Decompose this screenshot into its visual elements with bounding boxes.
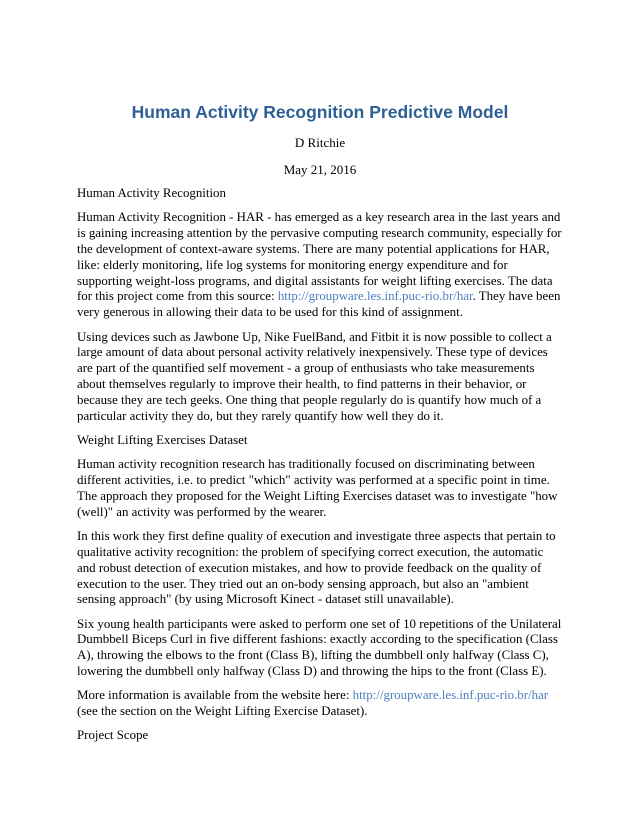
- paragraph-text: Human Activity Recognition - HAR - has emerged as a key research area in the last years and is gaining increasing attention by the pervasive computing research community, especially for the development of context-aware systems. There are many potential applications for HAR, like: elderly monitoring, life log systems for monitoring energy expenditure and for supporting weight-loss programs, and digital assistants for weight lifting exercises. The data for this project come from this source:: [77, 210, 562, 304]
- paragraph-text: . They have been very generous in allowing their data to be used for this kind of assignment.: [77, 289, 561, 320]
- source-link[interactable]: http://groupware.les.inf.puc-rio.br/har: [277, 289, 473, 304]
- section-heading-scope: Project Scope: [77, 728, 149, 743]
- paragraph-wle-participants: Six young health participants were asked to perform one set of 10 repetitions of the Unilateral Dumbbell Biceps Curl in five different fashions: exactly according to the specification (Class A), throwing the elbows to the front (Class B), lifting the dumbbell only halfway (Class C), lowering the dumbbell only halfway (Class D) and throwing the hips to the front (Class E).: [77, 616, 562, 679]
- paragraph-wle-more-info: [77, 688, 563, 720]
- document-author: D Ritchie: [294, 135, 346, 150]
- document-title: Human Activity Recognition Predictive Model: [131, 102, 509, 122]
- document-body: [77, 186, 563, 753]
- website-link[interactable]: http://groupware.les.inf.puc-rio.br/har: [352, 688, 549, 703]
- paragraph-wle-quality: In this work they first define quality of execution and investigate three aspects that pertain to qualitative activity recognition: the problem of specifying correct execution, the automatic and robust detection of execution mistakes, and how to provide feedback on the quality of execution to the user. They tried out an on-body sensing approach, but also an "ambient sensing approach" (by using Microsoft Kinect - dataset still unavailable).: [77, 528, 556, 607]
- paragraph-har-intro: [77, 210, 563, 321]
- paragraph-wle-research: Human activity recognition research has traditionally focused on discriminating between different activities, i.e. to predict "which" activity was performed at a specific point in time. The approach they proposed for the Weight Lifting Exercises dataset was to investigate "how (well)" an activity was performed by the wearer.: [77, 457, 558, 519]
- paragraph-har-devices: Using devices such as Jawbone Up, Nike FuelBand, and Fitbit it is now possible to collect a large amount of data about personal activity relatively inexpensively. These type of devices are part of the quantified self movement - a group of enthusiasts who take measurements about themselves regularly to improve their health, to find patterns in their behavior, or because they are tech geeks. One thing that people regularly do is quantify how much of a particular activity they do, but they rarely quantify how well they do it.: [77, 329, 552, 423]
- paragraph-text: More information is available from the website here:: [77, 688, 353, 703]
- section-heading-har: Human Activity Recognition: [77, 186, 226, 200]
- document-date: May 21, 2016: [283, 162, 357, 177]
- section-heading-wle: Weight Lifting Exercises Dataset: [77, 432, 248, 447]
- paragraph-text: (see the section on the Weight Lifting Exercise Dataset).: [77, 704, 368, 719]
